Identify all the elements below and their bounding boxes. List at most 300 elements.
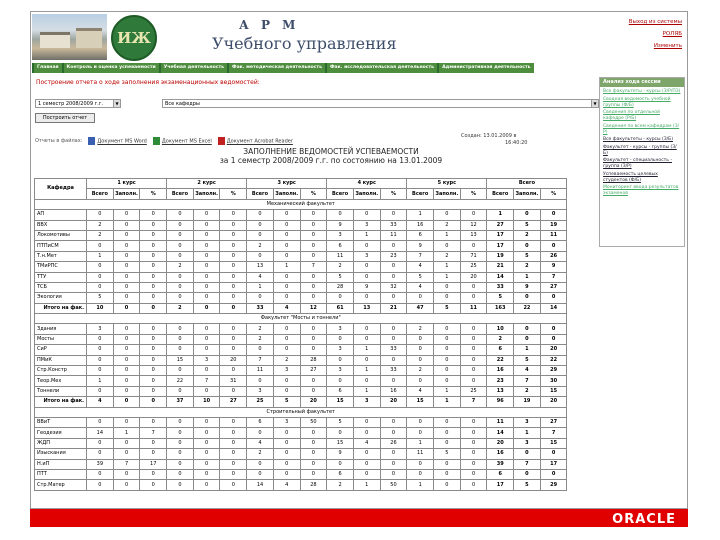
- table-cell: 4: [514, 366, 541, 376]
- created-timestamp: [461, 133, 527, 147]
- table-cell: 0: [434, 334, 461, 344]
- table-cell: 19: [487, 251, 514, 261]
- summary-cell: 20: [300, 397, 327, 407]
- table-cell: 0: [220, 282, 247, 292]
- table-cell: 0: [87, 355, 114, 365]
- table-cell: 3: [327, 345, 354, 355]
- table-row: [35, 220, 567, 230]
- table-cell: 0: [300, 386, 327, 396]
- table-cell: 0: [460, 293, 487, 303]
- table-cell: 0: [540, 449, 567, 459]
- table-cell: 16: [407, 220, 434, 230]
- table-cell: 0: [87, 449, 114, 459]
- table-row: [35, 438, 567, 448]
- table-cell: 28: [300, 480, 327, 490]
- table-cell: 0: [300, 438, 327, 448]
- table-cell: 0: [514, 293, 541, 303]
- table-cell: 0: [300, 324, 327, 334]
- pdf-link[interactable]: [218, 137, 293, 145]
- table-cell: 0: [327, 428, 354, 438]
- table-cell: 11: [407, 449, 434, 459]
- table-cell: 0: [193, 345, 220, 355]
- table-cell: 0: [220, 469, 247, 479]
- table-cell: 1: [407, 438, 434, 448]
- table-cell: 0: [113, 366, 140, 376]
- table-cell: 0: [434, 480, 461, 490]
- table-cell: 0: [193, 449, 220, 459]
- table-cell: 0: [193, 459, 220, 469]
- table-cell: 0: [140, 293, 167, 303]
- table-cell: 0: [113, 251, 140, 261]
- table-cell: 11: [327, 251, 354, 261]
- table-cell: 0: [247, 428, 274, 438]
- table-row: [35, 324, 567, 334]
- table-cell: 2: [407, 366, 434, 376]
- table-cell: 0: [87, 469, 114, 479]
- table-cell: 2: [327, 480, 354, 490]
- analysis-link[interactable]: Мониторинг ввода результатов экзаменов: [603, 185, 679, 196]
- analysis-link[interactable]: Факультет - курсы - группы (З/Б): [603, 144, 677, 156]
- table-cell: 50: [380, 480, 407, 490]
- table-cell: 0: [247, 469, 274, 479]
- table-cell: 12: [460, 220, 487, 230]
- summary-cell: 163: [487, 303, 514, 313]
- table-cell: 5: [407, 272, 434, 282]
- table-cell: 0: [434, 282, 461, 292]
- summary-cell: 20: [380, 397, 407, 407]
- table-cell: 0: [353, 417, 380, 427]
- table-cell: 0: [434, 428, 461, 438]
- table-cell: 0: [113, 480, 140, 490]
- table-cell: 0: [273, 293, 300, 303]
- table-cell: 2: [514, 230, 541, 240]
- table-cell: 4: [353, 438, 380, 448]
- nav-control[interactable]: Контроль и оценка успеваемости: [64, 63, 159, 73]
- summary-cell: 7: [460, 397, 487, 407]
- row-kafedra: Стр.Констр: [35, 366, 87, 376]
- nav-research[interactable]: Фак. исследовательская деятельность: [327, 63, 437, 73]
- table-cell: 17: [487, 480, 514, 490]
- table-cell: 0: [300, 428, 327, 438]
- table-cell: 1: [353, 230, 380, 240]
- table-cell: 2: [487, 334, 514, 344]
- table-cell: 0: [300, 272, 327, 282]
- table-cell: 0: [247, 459, 274, 469]
- table-cell: 0: [540, 241, 567, 251]
- excel-icon: [153, 137, 160, 145]
- table-cell: 0: [300, 334, 327, 344]
- table-cell: 20: [540, 345, 567, 355]
- nav-admin[interactable]: Административная деятельность: [439, 63, 533, 73]
- table-cell: 2: [327, 262, 354, 272]
- table-cell: 29: [540, 480, 567, 490]
- col-header-group: 3 курс: [247, 179, 327, 189]
- word-link-text[interactable]: Документ MS Word: [97, 138, 147, 145]
- table-cell: 7: [540, 428, 567, 438]
- table-cell: 0: [380, 428, 407, 438]
- university-logo: ИЖ: [111, 15, 157, 61]
- table-cell: 1: [514, 272, 541, 282]
- row-kafedra: Теор.Мех: [35, 376, 87, 386]
- table-cell: 0: [113, 324, 140, 334]
- table-cell: 5: [327, 272, 354, 282]
- table-cell: 0: [434, 293, 461, 303]
- table-cell: 17: [487, 230, 514, 240]
- table-cell: 0: [353, 428, 380, 438]
- summary-cell: 96: [487, 397, 514, 407]
- table-cell: 0: [193, 386, 220, 396]
- table-cell: 0: [460, 459, 487, 469]
- table-cell: 1: [273, 262, 300, 272]
- summary-cell: 25: [247, 397, 274, 407]
- table-cell: 0: [140, 334, 167, 344]
- table-cell: 17: [487, 241, 514, 251]
- table-cell: 0: [460, 449, 487, 459]
- col-header-sub: Заполн.: [434, 189, 461, 199]
- table-cell: 0: [460, 469, 487, 479]
- table-cell: 0: [273, 210, 300, 220]
- table-cell: 3: [514, 438, 541, 448]
- table-cell: 17: [140, 459, 167, 469]
- report-table-container: [34, 178, 567, 509]
- table-cell: 0: [193, 366, 220, 376]
- col-header-group: 1 курс: [87, 179, 167, 189]
- analysis-link[interactable]: Сведения по всем кафедрам (З/Р): [603, 123, 680, 135]
- table-cell: 2: [407, 324, 434, 334]
- table-cell: 0: [407, 345, 434, 355]
- table-cell: 0: [407, 334, 434, 344]
- table-cell: 23: [380, 251, 407, 261]
- row-kafedra: Экология: [35, 293, 87, 303]
- table-cell: 1: [434, 272, 461, 282]
- table-cell: 16: [487, 449, 514, 459]
- analysis-link[interactable]: Все факультеты - курсы (З/Р/ПЗ): [603, 89, 681, 94]
- section-row: [35, 199, 567, 209]
- table-cell: 0: [514, 334, 541, 344]
- table-cell: 0: [353, 293, 380, 303]
- nav-study[interactable]: Учебная деятельность: [161, 63, 227, 73]
- table-cell: 0: [193, 251, 220, 261]
- table-cell: 20: [460, 272, 487, 282]
- chevron-down-icon[interactable]: ▼: [591, 100, 598, 107]
- user-role-link[interactable]: РОЛЯБ: [662, 31, 682, 37]
- table-cell: 7: [247, 355, 274, 365]
- analysis-link[interactable]: Сводная ведомость учебной группы (Ф/Б): [603, 96, 671, 108]
- table-cell: 0: [353, 469, 380, 479]
- table-title-main: ЗАПОЛНЕНИЕ ВЕДОМОСТЕЙ УСПЕВАЕМОСТИ: [243, 147, 419, 156]
- table-cell: 0: [353, 334, 380, 344]
- table-cell: 0: [87, 334, 114, 344]
- table-cell: 7: [300, 262, 327, 272]
- table-cell: 0: [434, 324, 461, 334]
- table-cell: 0: [167, 210, 194, 220]
- table-cell: 0: [407, 459, 434, 469]
- col-header-sub: Заполн.: [273, 189, 300, 199]
- row-kafedra: ТМиРПС: [35, 262, 87, 272]
- excel-link[interactable]: [153, 137, 212, 145]
- table-cell: 0: [167, 449, 194, 459]
- table-cell: 0: [140, 241, 167, 251]
- table-cell: 0: [193, 469, 220, 479]
- table-cell: 0: [300, 220, 327, 230]
- table-cell: 13: [487, 386, 514, 396]
- table-cell: 0: [434, 210, 461, 220]
- table-cell: 0: [247, 251, 274, 261]
- table-cell: 0: [220, 210, 247, 220]
- table-cell: 11: [247, 366, 274, 376]
- table-cell: 3: [87, 324, 114, 334]
- table-cell: 0: [273, 469, 300, 479]
- table-cell: 33: [380, 220, 407, 230]
- col-header-sub: %: [540, 189, 567, 199]
- table-cell: 0: [353, 272, 380, 282]
- table-cell: 0: [380, 262, 407, 272]
- table-cell: 0: [140, 438, 167, 448]
- table-cell: 7: [140, 428, 167, 438]
- table-cell: 0: [140, 469, 167, 479]
- summary-cell: 33: [247, 303, 274, 313]
- table-cell: 0: [113, 386, 140, 396]
- col-header-sub: Всего: [487, 189, 514, 199]
- table-cell: 0: [300, 345, 327, 355]
- table-cell: 0: [460, 324, 487, 334]
- table-cell: 0: [460, 241, 487, 251]
- table-cell: 14: [247, 480, 274, 490]
- nav-method[interactable]: Фак. методическая деятельность: [229, 63, 325, 73]
- table-cell: 0: [407, 355, 434, 365]
- table-cell: 0: [514, 241, 541, 251]
- table-cell: 11: [540, 230, 567, 240]
- header-photo: [32, 14, 107, 60]
- table-cell: 0: [113, 241, 140, 251]
- summary-cell: 0: [113, 397, 140, 407]
- summary-cell: 22: [514, 303, 541, 313]
- table-cell: 1: [353, 345, 380, 355]
- word-link[interactable]: [88, 137, 147, 145]
- table-cell: 0: [140, 282, 167, 292]
- table-row: [35, 386, 567, 396]
- table-cell: 7: [514, 459, 541, 469]
- table-cell: 2: [273, 355, 300, 365]
- table-cell: 0: [140, 210, 167, 220]
- table-cell: 0: [380, 324, 407, 334]
- table-cell: 0: [193, 480, 220, 490]
- table-cell: 23: [487, 376, 514, 386]
- summary-cell: 5: [434, 303, 461, 313]
- table-cell: 16: [380, 386, 407, 396]
- nav-home[interactable]: Главная: [34, 63, 62, 73]
- table-cell: 31: [220, 376, 247, 386]
- table-cell: 1: [113, 428, 140, 438]
- table-cell: 0: [220, 480, 247, 490]
- table-cell: 29: [540, 366, 567, 376]
- table-row: [35, 251, 567, 261]
- table-cell: 0: [273, 334, 300, 344]
- table-cell: 0: [167, 480, 194, 490]
- table-cell: 0: [273, 251, 300, 261]
- summary-row: [35, 397, 567, 407]
- table-cell: 0: [380, 241, 407, 251]
- table-cell: 1: [434, 262, 461, 272]
- table-cell: 0: [140, 220, 167, 230]
- table-cell: 25: [460, 262, 487, 272]
- summary-cell: 10: [193, 397, 220, 407]
- analysis-link[interactable]: Факультет - специальность - группа (З/Р): [603, 158, 672, 169]
- table-cell: 4: [273, 480, 300, 490]
- summary-cell: 15: [327, 397, 354, 407]
- build-report-button[interactable]: Построить отчет: [35, 113, 95, 123]
- col-header-sub: %: [140, 189, 167, 199]
- table-cell: 0: [273, 272, 300, 282]
- table-cell: 0: [540, 469, 567, 479]
- created-line2: 16:40:20: [505, 140, 528, 146]
- row-kafedra: Изыскания: [35, 449, 87, 459]
- table-cell: 20: [220, 355, 247, 365]
- table-row: [35, 241, 567, 251]
- table-cell: 6: [247, 417, 274, 427]
- table-cell: 4: [247, 438, 274, 448]
- table-cell: 0: [140, 272, 167, 282]
- table-cell: 0: [167, 438, 194, 448]
- department-select[interactable]: [162, 99, 599, 108]
- table-cell: 1: [487, 210, 514, 220]
- table-cell: 5: [87, 293, 114, 303]
- table-cell: 5: [327, 417, 354, 427]
- table-cell: 0: [113, 376, 140, 386]
- table-cell: 27: [300, 366, 327, 376]
- table-cell: 0: [273, 438, 300, 448]
- row-kafedra: СиР: [35, 345, 87, 355]
- col-header-sub: Всего: [327, 189, 354, 199]
- table-cell: 0: [220, 366, 247, 376]
- table-cell: 0: [167, 241, 194, 251]
- table-cell: 0: [273, 459, 300, 469]
- table-cell: 0: [407, 469, 434, 479]
- row-kafedra: ПТПиСМ: [35, 241, 87, 251]
- table-cell: 0: [460, 480, 487, 490]
- table-cell: 0: [353, 376, 380, 386]
- summary-cell: 37: [167, 397, 194, 407]
- table-row: [35, 480, 567, 490]
- table-cell: 0: [247, 293, 274, 303]
- semester-select[interactable]: [35, 99, 121, 108]
- table-cell: 5: [434, 449, 461, 459]
- table-cell: 21: [487, 262, 514, 272]
- table-cell: 0: [220, 386, 247, 396]
- table-cell: 0: [353, 355, 380, 365]
- logout-link[interactable]: Выход из системы: [628, 19, 682, 25]
- table-cell: 0: [167, 417, 194, 427]
- table-cell: 0: [113, 293, 140, 303]
- semester-value: 1 семестр 2008/2009 г.г.: [38, 101, 104, 107]
- table-cell: 9: [514, 282, 541, 292]
- table-cell: 0: [434, 355, 461, 365]
- table-cell: 0: [193, 282, 220, 292]
- table-cell: 0: [460, 355, 487, 365]
- excel-link-text[interactable]: Документ MS Excel: [161, 138, 212, 145]
- table-cell: 1: [247, 282, 274, 292]
- table-cell: 0: [167, 345, 194, 355]
- table-cell: 0: [460, 366, 487, 376]
- summary-cell: 2: [167, 303, 194, 313]
- table-cell: 0: [87, 386, 114, 396]
- table-cell: 0: [220, 262, 247, 272]
- chevron-down-icon[interactable]: ▼: [113, 100, 120, 107]
- footer-bar: [30, 509, 688, 527]
- table-row: [35, 469, 567, 479]
- table-cell: 0: [380, 293, 407, 303]
- table-cell: 0: [300, 241, 327, 251]
- analysis-link[interactable]: Сведения по отдельной кафедре (Р/Б): [603, 110, 660, 121]
- table-cell: 1: [514, 428, 541, 438]
- table-row: [35, 230, 567, 240]
- table-cell: 0: [167, 469, 194, 479]
- change-link[interactable]: Изменить: [653, 43, 682, 49]
- table-cell: 0: [87, 282, 114, 292]
- table-cell: 28: [300, 355, 327, 365]
- pdf-link-text[interactable]: Документ Acrobat Reader: [226, 138, 293, 145]
- col-header-sub: Всего: [247, 189, 274, 199]
- table-cell: 3: [273, 417, 300, 427]
- table-cell: 3: [353, 220, 380, 230]
- table-cell: 6: [327, 241, 354, 251]
- table-cell: 3: [273, 366, 300, 376]
- table-cell: 0: [380, 417, 407, 427]
- table-cell: 0: [87, 345, 114, 355]
- table-cell: 0: [273, 449, 300, 459]
- table-cell: 2: [247, 324, 274, 334]
- table-cell: 0: [273, 345, 300, 355]
- table-cell: 2: [247, 449, 274, 459]
- table-cell: 0: [113, 210, 140, 220]
- table-cell: 0: [380, 459, 407, 469]
- table-cell: 0: [167, 282, 194, 292]
- table-cell: 0: [434, 345, 461, 355]
- table-cell: 0: [220, 428, 247, 438]
- table-cell: 0: [113, 282, 140, 292]
- table-title-sub: за 1 семестр 2008/2009 г.г. по состоянию на 13.01.2009: [219, 156, 443, 165]
- table-cell: 0: [327, 355, 354, 365]
- table-cell: 0: [87, 241, 114, 251]
- table-cell: 0: [327, 459, 354, 469]
- table-cell: 0: [113, 355, 140, 365]
- table-cell: 33: [487, 282, 514, 292]
- table-cell: 0: [87, 438, 114, 448]
- table-row: [35, 334, 567, 344]
- table-cell: 1: [407, 210, 434, 220]
- table-cell: 15: [167, 355, 194, 365]
- table-cell: 0: [113, 334, 140, 344]
- table-cell: 0: [300, 251, 327, 261]
- table-cell: 50: [300, 417, 327, 427]
- table-cell: 0: [407, 293, 434, 303]
- analysis-link[interactable]: Все факультеты - курсы (З/Б): [603, 137, 674, 142]
- col-header-sub: Заполн.: [113, 189, 140, 199]
- table-cell: 0: [327, 334, 354, 344]
- summary-row: [35, 303, 567, 313]
- table-cell: 7: [540, 272, 567, 282]
- col-header-group: 4 курс: [327, 179, 407, 189]
- table-cell: 6: [407, 230, 434, 240]
- table-cell: 22: [487, 355, 514, 365]
- table-cell: 0: [460, 282, 487, 292]
- row-kafedra: ПТТ: [35, 469, 87, 479]
- table-cell: 0: [220, 449, 247, 459]
- table-cell: 7: [113, 459, 140, 469]
- analysis-link[interactable]: Успеваемость целевых студентов (Ф/Б): [603, 171, 658, 183]
- summary-cell: 0: [193, 303, 220, 313]
- table-cell: 22: [167, 376, 194, 386]
